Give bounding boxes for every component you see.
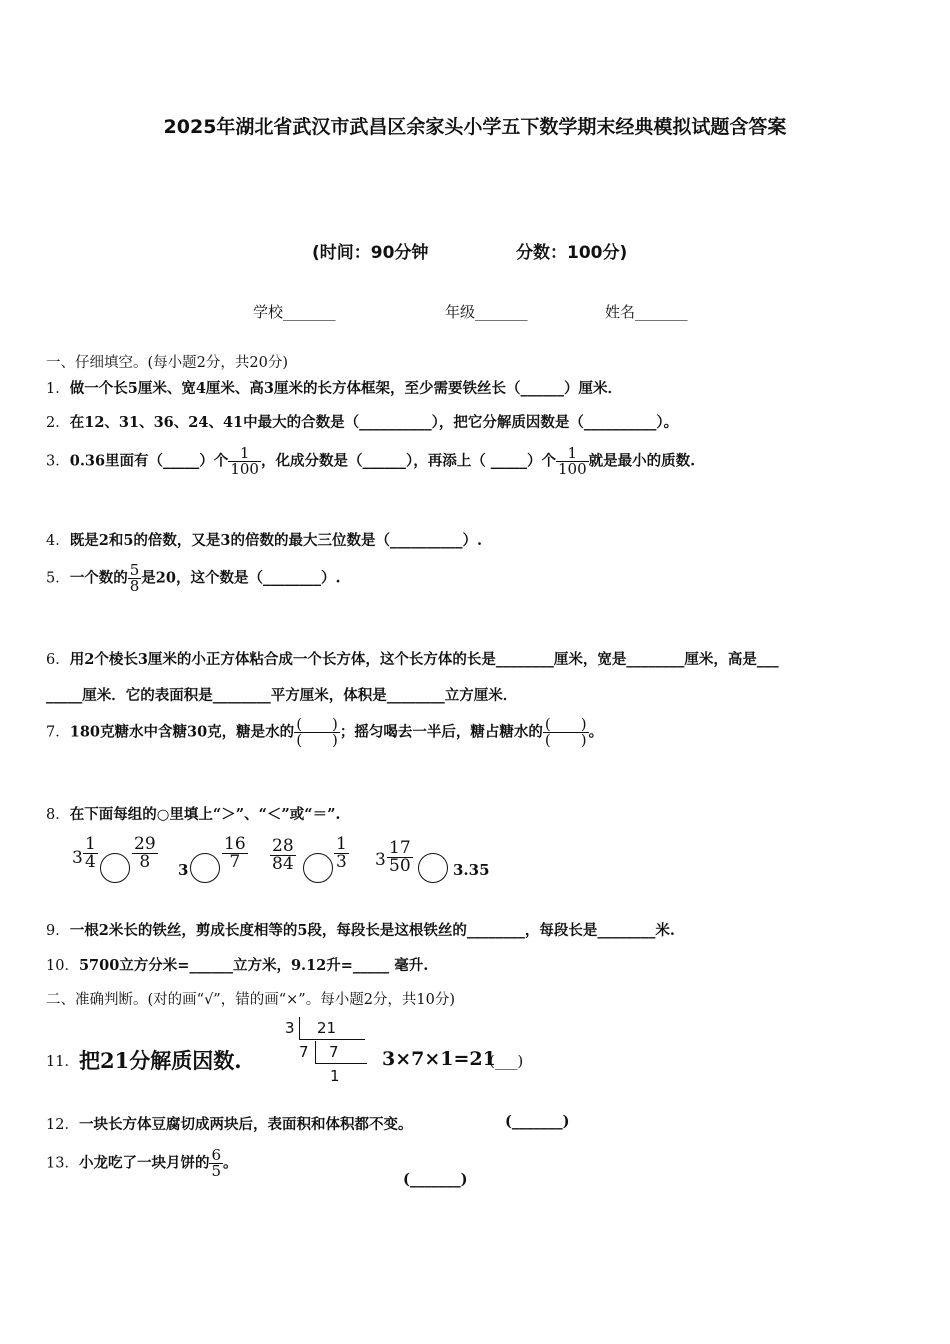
fraction-denominator: 5	[211, 1162, 221, 1180]
question-text: 在12、31、36、24、41中最大的合数是（__________），把它分解质因数是（__________）。	[69, 414, 679, 431]
question-10	[46, 954, 428, 975]
compare-circle[interactable]	[303, 853, 333, 883]
fraction-numerator: 5	[129, 561, 140, 579]
question-11-text: 把21分解质因数.	[79, 1048, 242, 1073]
whole-number: 3	[178, 861, 189, 879]
fraction-numerator: ( )	[296, 715, 338, 733]
fraction-blank	[294, 717, 340, 748]
question-text: 一个数的	[69, 569, 128, 587]
fraction	[132, 836, 158, 871]
question-text: 就是最小的质数.	[588, 452, 696, 470]
fraction-denominator: 100	[230, 460, 259, 478]
divisor: 3	[285, 1019, 295, 1037]
fraction-numerator: 1	[336, 834, 347, 854]
question-number: 10．	[46, 958, 79, 974]
divisor: 7	[299, 1043, 309, 1061]
name-field: 姓名_______	[605, 303, 688, 321]
exam-time: (时间：90分钟	[312, 243, 429, 263]
question-text: ，化成分数是（______），再添上（ _____）个	[260, 452, 556, 470]
divider-line	[315, 1041, 316, 1063]
question-text: 是20，这个数是（________）.	[141, 569, 341, 587]
question-number: 4．	[46, 533, 70, 549]
question-text: 小龙吃了一块月饼的	[78, 1154, 210, 1172]
remainder: 1	[330, 1067, 340, 1085]
question-1	[46, 377, 622, 398]
fraction	[209, 1148, 223, 1179]
question-4	[46, 529, 482, 550]
dividend: 21	[317, 1019, 337, 1037]
equation: 3×7×1=21	[382, 1048, 496, 1070]
fraction	[222, 836, 248, 871]
fraction-denominator: 84	[272, 854, 294, 874]
fraction-denominator: 8	[139, 852, 151, 872]
question-text: 。	[588, 723, 604, 741]
question-9	[46, 919, 675, 940]
fraction	[83, 836, 98, 871]
question-text: 既是2和5的倍数，又是3的倍数的最大三位数是（__________）.	[69, 532, 483, 549]
question-number: 12．	[46, 1117, 79, 1133]
question-8	[46, 803, 340, 824]
question-text: 做一个长5厘米、宽4厘米、高3厘米的长方体框架，至少需要铁丝长（______）厘米．	[69, 380, 622, 397]
question-number: 1．	[46, 381, 70, 397]
question-text: 0.36里面有（_____）个	[69, 452, 229, 470]
quotient: 7	[329, 1043, 339, 1061]
question-number: 13．	[46, 1155, 79, 1172]
fraction	[387, 840, 413, 875]
divider-line	[299, 1039, 365, 1040]
fraction	[270, 838, 296, 873]
question-2	[46, 411, 678, 432]
section-1-heading: 一、仔细填空。(每小题2分，共20分)	[46, 355, 288, 371]
fraction-denominator: 3	[336, 852, 347, 872]
compare-circle[interactable]	[418, 853, 448, 883]
answer-blank[interactable]: (_______)	[403, 1171, 468, 1188]
question-6	[46, 648, 779, 669]
fraction-numerator: 16	[224, 834, 246, 854]
question-12	[46, 1113, 412, 1134]
divider-line	[315, 1063, 367, 1064]
grade-field: 年级_______	[445, 303, 528, 321]
question-number: 5．	[46, 570, 70, 587]
question-text: 一块长方体豆腐切成两块后，表面积和体积都不变。	[78, 1116, 413, 1133]
fraction-numerator: 1	[85, 834, 96, 854]
fraction-denominator: 4	[85, 852, 96, 872]
fraction	[556, 446, 589, 477]
mixed-number-whole: 3	[375, 850, 386, 870]
question-number: 7．	[46, 724, 70, 741]
section-2-heading: 二、准确判断。(对的画“√”，错的画“×”。每小题2分，共10分)	[46, 992, 456, 1008]
fraction	[334, 836, 349, 871]
question-number: 6．	[46, 652, 70, 668]
question-number: 8．	[46, 807, 70, 823]
fraction-numerator: 6	[211, 1146, 221, 1164]
fraction	[228, 446, 261, 477]
question-text: 一根2米长的铁丝，剪成长度相等的5段，每段长是这根铁丝的________，每段长是________米.	[69, 922, 675, 939]
question-number: 11．	[46, 1054, 79, 1070]
school-field: 学校_______	[253, 303, 336, 321]
question-text: 在下面每组的○里填上“＞”、“＜”或“＝”.	[69, 806, 341, 823]
fraction-denominator: ( )	[544, 731, 587, 749]
fraction-denominator: 8	[129, 577, 140, 595]
question-5	[46, 563, 341, 594]
question-text: 5700立方分米=______立方米，9.12升=_____ 毫升.	[78, 957, 429, 974]
fraction-denominator: 100	[558, 460, 587, 478]
answer-blank[interactable]: (___)	[489, 1052, 524, 1070]
fraction-numerator: 1	[228, 446, 261, 462]
question-3	[46, 446, 695, 477]
fraction-numerator: 1	[556, 446, 589, 462]
question-text: 。	[223, 1154, 238, 1172]
fraction-numerator: 29	[134, 834, 156, 854]
decimal-number: 3.35	[453, 861, 490, 879]
compare-circle[interactable]	[100, 853, 130, 883]
exam-score: 分数：100分)	[516, 243, 628, 263]
question-7	[46, 717, 603, 748]
page-title: 2025年湖北省武汉市武昌区余家头小学五下数学期末经典模拟试题含答案	[163, 116, 787, 138]
factor-division-diagram	[283, 1017, 373, 1087]
fraction-blank	[543, 717, 589, 748]
question-number: 3．	[46, 453, 70, 470]
question-text: ；摇匀喝去一半后，糖占糖水的	[339, 723, 543, 741]
mixed-number-whole: 3	[72, 848, 83, 868]
answer-blank[interactable]: (_______)	[505, 1113, 570, 1130]
fraction-numerator: ( )	[544, 715, 587, 733]
question-text: 用2个棱长3厘米的小正方体粘合成一个长方体，这个长方体的长是________厘米，宽是________厘米，高是___	[69, 651, 779, 668]
question-6-continued: _____厘米．它的表面积是________平方厘米，体积是________立方厘米．	[46, 687, 518, 704]
fraction-numerator: 17	[389, 838, 411, 858]
fraction-numerator: 28	[272, 836, 294, 856]
question-13	[46, 1148, 238, 1179]
question-number: 9．	[46, 923, 70, 939]
fraction-denominator: 50	[389, 856, 411, 876]
fraction	[128, 563, 142, 594]
fraction-denominator: 7	[229, 852, 241, 872]
fraction-denominator: ( )	[296, 731, 338, 749]
compare-circle[interactable]	[190, 853, 220, 883]
question-text: 180克糖水中含糖30克，糖是水的	[69, 723, 295, 741]
question-number: 2．	[46, 415, 70, 431]
divider-line	[299, 1017, 300, 1039]
